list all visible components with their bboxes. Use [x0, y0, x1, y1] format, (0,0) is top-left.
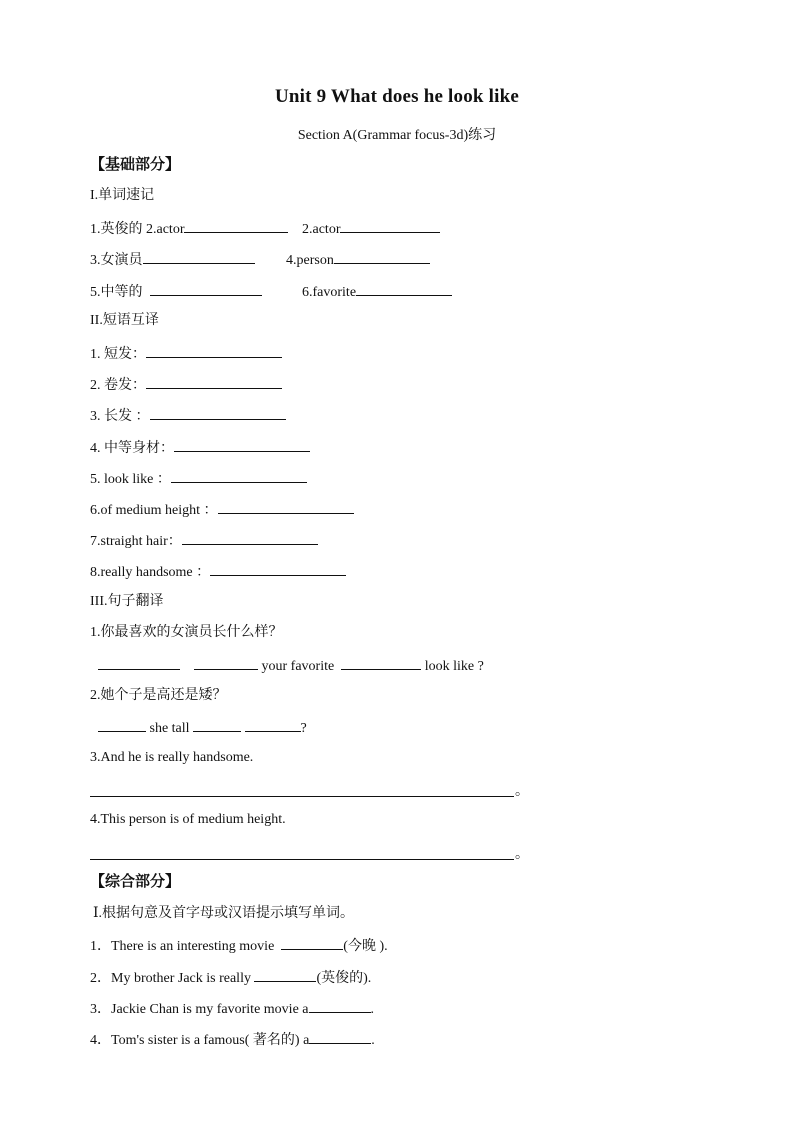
fill-in-heading: Ⅰ.根据句意及首字母或汉语提示填写单词。 [93, 906, 355, 921]
phrase-item [90, 499, 354, 521]
phrase-heading: II.短语互译 [90, 313, 159, 328]
sentence-fragment: 1．There is an interesting movie [90, 939, 275, 954]
answer-blank[interactable] [309, 1029, 371, 1044]
answer-blank[interactable] [98, 655, 180, 670]
sentence-end-mark: 。 [515, 784, 529, 799]
answer-blank[interactable] [356, 281, 452, 296]
sentence-end-mark: 。 [515, 847, 529, 862]
answer-blank[interactable] [143, 249, 255, 264]
vocab-item-6: 6.favorite [302, 285, 357, 300]
vocab-row-1b [302, 218, 440, 240]
fill-in-sentence-1 [90, 935, 388, 957]
answer-blank[interactable] [146, 374, 282, 389]
fill-in-sentence-4 [90, 1029, 375, 1051]
answer-blank[interactable] [150, 281, 262, 296]
sentence-fragment: ? [300, 721, 307, 736]
sentence-fragment: look like ? [424, 659, 484, 674]
phrase-label: 1. 短发： [90, 347, 146, 362]
sentence-fragment: she tall [149, 721, 190, 736]
phrase-item [90, 437, 310, 459]
answer-blank[interactable] [146, 343, 282, 358]
answer-blank[interactable] [281, 935, 343, 950]
phrase-item [90, 530, 318, 552]
answer-blank[interactable] [340, 218, 440, 233]
vocab-item-4: 4.person [286, 253, 334, 268]
answer-blank[interactable] [218, 499, 354, 514]
answer-blank[interactable] [193, 717, 241, 732]
phrase-item [90, 405, 286, 427]
answer-blank[interactable] [334, 249, 430, 264]
vocab-item-3: 3.女演员 [90, 253, 143, 268]
translation-heading: III.句子翻译 [90, 594, 164, 609]
sentence-fragment: (英俊的). [316, 971, 372, 986]
phrase-label: 7.straight hair： [90, 534, 182, 549]
phrase-label: 2. 卷发： [90, 378, 146, 393]
translation-q1-answer [98, 655, 484, 677]
answer-blank[interactable] [150, 405, 286, 420]
answer-blank[interactable] [210, 561, 346, 576]
sentence-fragment: 3．Jackie Chan is my favorite movie a [90, 1002, 309, 1017]
vocab-item-2: 2.actor [302, 222, 341, 237]
vocab-heading: I.单词速记 [90, 188, 155, 203]
sentence-fragment: . [371, 1033, 375, 1048]
phrase-label: 3. 长发 ： [90, 409, 150, 424]
answer-line[interactable] [90, 795, 514, 797]
answer-blank[interactable] [254, 967, 316, 982]
phrase-label: 5. look like ： [90, 472, 171, 487]
phrase-item [90, 374, 282, 396]
translation-q3-prompt: 3.And he is really handsome. [90, 750, 254, 765]
fill-in-sentence-3 [90, 998, 374, 1020]
vocab-row-2 [90, 249, 255, 271]
phrase-label: 8.really handsome ： [90, 565, 211, 580]
sentence-fragment: (今晚 ). [343, 939, 388, 954]
translation-q2-answer [98, 717, 307, 739]
answer-blank[interactable] [341, 655, 421, 670]
vocab-row-2b [286, 249, 430, 271]
sentence-fragment: 2．My brother Jack is really [90, 971, 251, 986]
phrase-label: 6.of medium height ： [90, 503, 218, 518]
page-title: Unit 9 What does he look like [274, 86, 520, 107]
phrase-label: 4. 中等身材： [90, 441, 174, 456]
translation-q4-prompt: 4.This person is of medium height. [90, 812, 286, 827]
phrase-item [90, 468, 307, 490]
answer-blank[interactable] [174, 437, 310, 452]
answer-blank[interactable] [309, 998, 371, 1013]
vocab-row-3b [302, 281, 452, 303]
sentence-fragment: your favorite [261, 659, 335, 674]
page-subtitle: Section A(Grammar focus-3d)练习 [297, 128, 497, 143]
sentence-fragment: . [370, 1002, 374, 1017]
answer-blank[interactable] [184, 218, 288, 233]
answer-blank[interactable] [182, 530, 318, 545]
vocab-row-1 [90, 218, 288, 240]
phrase-item [90, 343, 282, 365]
translation-q1-prompt: 1.你最喜欢的女演员长什么样？ [90, 625, 283, 640]
basic-section-header: 【基础部分】 [90, 157, 181, 173]
vocab-row-3 [90, 281, 262, 303]
translation-q2-prompt: 2.她个子是高还是矮？ [90, 688, 227, 703]
fill-in-sentence-2 [90, 967, 371, 989]
sentence-fragment: 4．Tom's sister is a famous( 著名的) a [90, 1033, 310, 1048]
vocab-item-5: 5.中等的 [90, 285, 143, 300]
comprehensive-section-header: 【综合部分】 [90, 874, 181, 890]
answer-blank[interactable] [171, 468, 307, 483]
answer-line[interactable] [90, 858, 514, 860]
answer-blank[interactable] [98, 717, 146, 732]
vocab-item-1: 1.英俊的 2.actor [90, 222, 185, 237]
answer-blank[interactable] [245, 717, 301, 732]
phrase-item [90, 561, 346, 583]
answer-blank[interactable] [194, 655, 258, 670]
